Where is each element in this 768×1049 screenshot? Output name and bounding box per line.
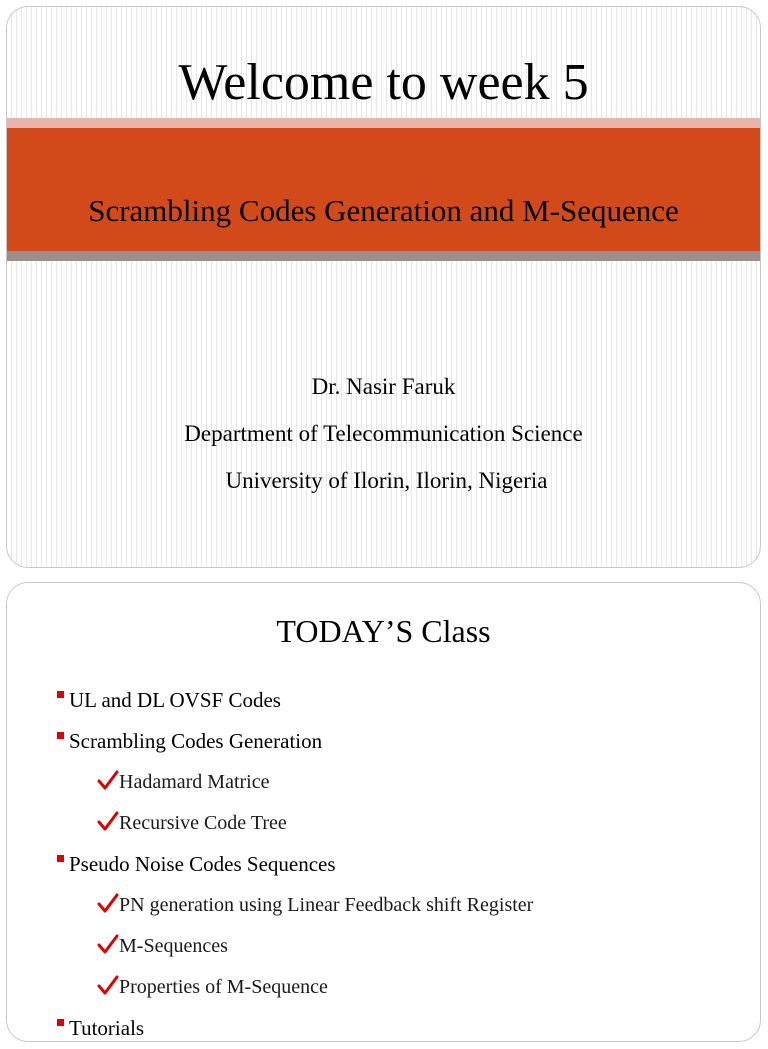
accent-band-pink	[7, 118, 760, 128]
accent-band-gray	[7, 251, 760, 261]
red-square-bullet-icon	[57, 1019, 64, 1026]
sub-list-item	[53, 926, 753, 967]
red-checkmark-icon	[97, 769, 119, 791]
slide-title: Welcome to week 5	[178, 54, 589, 111]
agenda-title: TODAY’S Class	[276, 613, 491, 649]
agenda-list	[53, 680, 753, 1049]
red-checkmark-icon	[97, 810, 119, 832]
author-name: Dr. Nasir Faruk	[311, 374, 456, 399]
author-department: Department of Telecommunication Science	[184, 421, 583, 446]
red-square-bullet-icon	[57, 855, 64, 862]
red-square-bullet-icon	[57, 691, 64, 698]
agenda-slide	[6, 582, 761, 1042]
list-item-label: Pseudo Noise Codes Sequences	[69, 852, 336, 876]
red-checkmark-icon	[97, 933, 119, 955]
sub-list-item-label: Recursive Code Tree	[119, 812, 287, 834]
list-item	[53, 844, 753, 885]
sub-list-item-label: Properties of M-Sequence	[119, 976, 328, 998]
sub-list-item	[53, 967, 753, 1008]
author-block	[7, 367, 760, 508]
list-item-label: Tutorials	[69, 1016, 145, 1040]
slide-subtitle: Scrambling Codes Generation and M-Sequence	[88, 193, 679, 228]
sub-list-item-label: M-Sequences	[119, 935, 228, 957]
list-item-label: UL and DL OVSF Codes	[69, 688, 281, 712]
author-university: University of Ilorin, Ilorin, Nigeria	[225, 468, 548, 493]
red-checkmark-icon	[97, 892, 119, 914]
sub-list-item	[53, 885, 753, 926]
list-item	[53, 721, 753, 762]
sub-list-item	[53, 803, 753, 844]
list-item	[53, 680, 753, 721]
sub-list-item-label: Hadamard Matrice	[119, 771, 270, 793]
title-slide	[6, 6, 761, 568]
list-item	[53, 1008, 753, 1049]
accent-band-orange	[7, 128, 760, 251]
red-checkmark-icon	[97, 974, 119, 996]
red-square-bullet-icon	[57, 732, 64, 739]
sub-list-item	[53, 762, 753, 803]
sub-list-item-label: PN generation using Linear Feedback shift Register	[119, 894, 534, 916]
list-item-label: Scrambling Codes Generation	[69, 729, 323, 753]
